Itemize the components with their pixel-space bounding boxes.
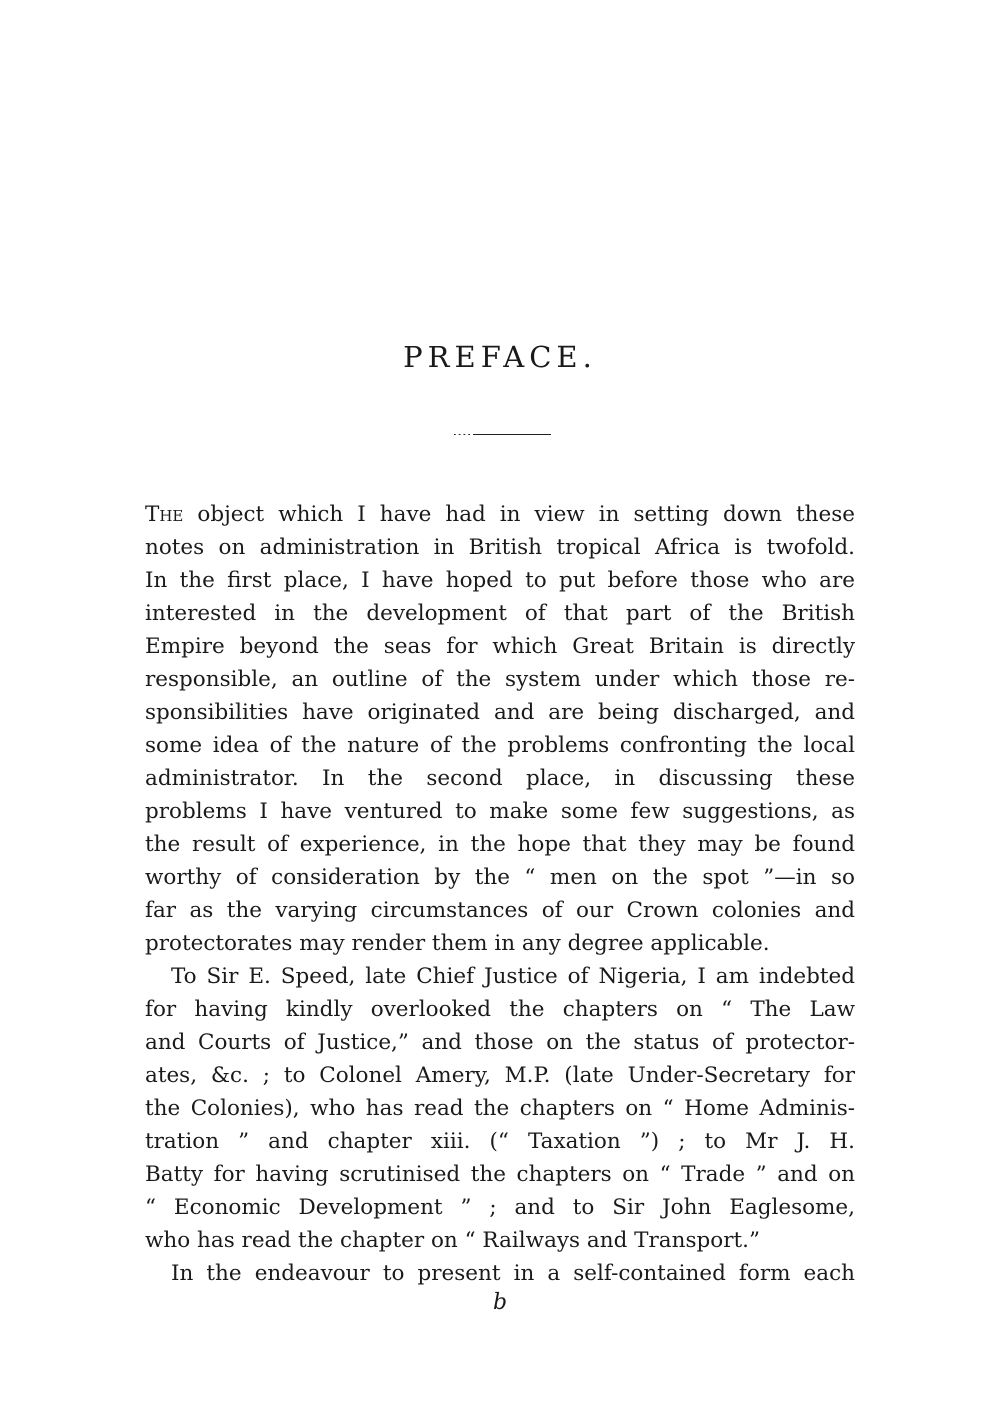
text-line: To Sir E. Speed, late Chief Justice of Nigeria, I am indebted — [171, 964, 855, 989]
text-line: for having kindly overlooked the chapters on “ The Law — [145, 997, 855, 1022]
text-line: far as the varying circumstances of our Crown colonies and — [145, 898, 855, 923]
text-line: worthy of consideration by the “ men on the spot ”—in so — [145, 865, 855, 890]
text-line: problems I have ventured to make some few suggestions, as — [145, 799, 855, 824]
text-line: Batty for having scrutinised the chapters on “ Trade ” and on — [145, 1162, 855, 1187]
text-line: ates, &c. ; to Colonel Amery, M.P. (late Under-Secretary for — [145, 1063, 855, 1088]
title-rule — [451, 434, 551, 435]
text-line: who has read the chapter on “ Railways and Transport.” — [145, 1228, 760, 1253]
text-line: “ Economic Development ” ; and to Sir John Eaglesome, — [145, 1195, 855, 1220]
preface-body — [145, 498, 855, 1290]
text-line: the Colonies), who has read the chapters on “ Home Adminis- — [145, 1096, 855, 1121]
lead-word: The — [145, 502, 184, 527]
text-line: notes on administration in British tropical Africa is twofold. — [145, 535, 855, 560]
text-line: responsible, an outline of the system under which those re- — [145, 667, 855, 692]
text-line: In the first place, I have hoped to put before those who are — [145, 568, 855, 593]
text-line: interested in the development of that part of the British — [145, 601, 855, 626]
page-signature: b — [492, 1290, 508, 1315]
text-line: sponsibilities have originated and are being discharged, and — [145, 700, 855, 725]
text-line: The object which I have had in view in setting down these — [145, 502, 855, 527]
text-line: protectorates may render them in any degree applicable. — [145, 931, 770, 956]
text-line: In the endeavour to present in a self-contained form each — [171, 1261, 855, 1286]
text-line: the result of experience, in the hope that they may be found — [145, 832, 855, 857]
text-line: Empire beyond the seas for which Great Britain is directly — [145, 634, 855, 659]
text-line: some idea of the nature of the problems confronting the local — [145, 733, 855, 758]
page-title: PREFACE. — [403, 340, 597, 374]
text-line: tration ” and chapter xiii. (“ Taxation ”) ; to Mr J. H. — [145, 1129, 855, 1154]
text-line: administrator. In the second place, in discussing these — [145, 766, 855, 791]
text-line: and Courts of Justice,” and those on the status of protector- — [145, 1030, 855, 1055]
